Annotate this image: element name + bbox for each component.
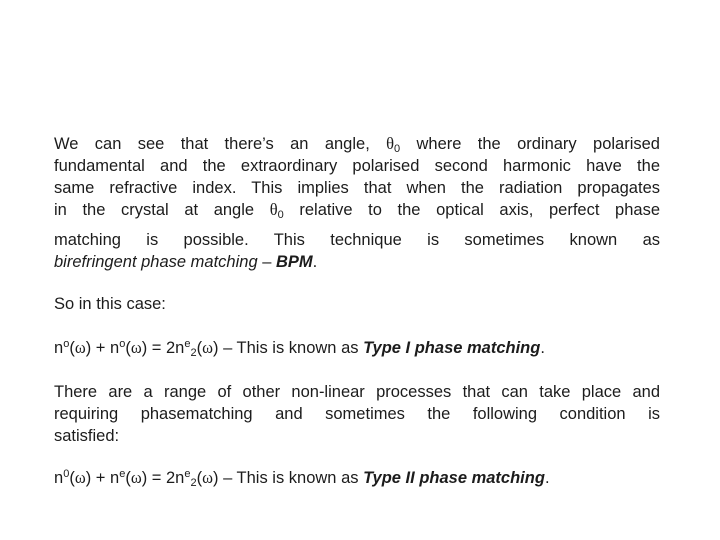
superscript-e: e — [119, 468, 126, 480]
paragraph-other-processes — [54, 381, 660, 447]
equals-two: = 2 — [147, 339, 176, 357]
paren: ) — [212, 469, 219, 487]
text-line — [54, 251, 660, 273]
text-segment: . — [312, 253, 318, 271]
text-segment: We can see that there’s an angle, — [54, 135, 387, 153]
equation-type-two — [54, 467, 660, 489]
paren: ( — [196, 339, 203, 357]
superscript-e: e — [184, 338, 191, 350]
text-segment: – — [257, 253, 276, 271]
text-segment: – This is known as — [218, 339, 364, 357]
omega-symbol: ω — [130, 338, 142, 357]
text-line: satisfied: — [54, 427, 120, 445]
text-segment: relative to the optical axis, perfect phase — [283, 201, 660, 219]
term-birefringent: birefringent phase matching — [54, 253, 258, 271]
symbol-n: n — [54, 339, 64, 357]
equation-type-one — [54, 337, 660, 359]
paragraph-bpm — [54, 229, 660, 273]
term-type-two: Type II phase matching — [363, 469, 545, 487]
subscript-zero: 0 — [277, 209, 284, 221]
text-line: There are a range of other non-linear processes that can take place and — [54, 383, 660, 401]
superscript-zero: 0 — [63, 468, 70, 480]
paren: ( — [125, 339, 131, 357]
paren: ) — [85, 339, 92, 357]
superscript-o: o — [63, 338, 70, 350]
paren: ) — [141, 339, 148, 357]
plus-sign: + — [91, 469, 110, 487]
symbol-n: n — [175, 339, 185, 357]
paragraph-so-in-this-case — [54, 293, 660, 315]
text-line: matching is possible. This technique is sometimes known as — [54, 231, 660, 249]
text-line: So in this case: — [54, 295, 166, 313]
equals-two: = 2 — [147, 469, 176, 487]
text-segment: – This is known as — [218, 469, 364, 487]
symbol-n: n — [110, 339, 120, 357]
paren: ) — [141, 469, 148, 487]
equation-line — [54, 467, 660, 489]
text-line — [54, 133, 660, 155]
paren: ) — [212, 339, 219, 357]
theta-symbol: θ — [386, 134, 395, 153]
superscript-o: o — [119, 338, 126, 350]
theta-symbol: θ — [269, 200, 278, 219]
omega-symbol: ω — [130, 468, 142, 487]
symbol-n: n — [54, 469, 64, 487]
paren: ( — [125, 469, 131, 487]
plus-sign: + — [91, 339, 110, 357]
superscript-e: e — [184, 468, 191, 480]
text-segment: where the ordinary polarised — [400, 135, 660, 153]
paren: ( — [69, 339, 75, 357]
subscript-zero: 0 — [394, 143, 401, 155]
equation-line — [54, 337, 660, 359]
text-line: requiring phasematching and sometimes the following condition is — [54, 405, 660, 423]
omega-symbol: ω — [202, 338, 213, 357]
subscript-two: 2 — [190, 347, 197, 359]
omega-symbol: ω — [202, 468, 213, 487]
subscript-two: 2 — [190, 477, 197, 489]
symbol-n: n — [110, 469, 120, 487]
text-line — [54, 199, 660, 221]
text-segment: . — [544, 469, 550, 487]
paren: ( — [196, 469, 203, 487]
paren: ( — [69, 469, 75, 487]
text-segment: in the crystal at angle — [54, 201, 270, 219]
symbol-n: n — [175, 469, 185, 487]
term-bpm: BPM — [275, 253, 313, 271]
paragraph-angle-description — [54, 133, 660, 221]
paren: ) — [85, 469, 92, 487]
text-line: fundamental and the extraordinary polarised second harmonic have the — [54, 157, 660, 175]
term-type-one: Type I phase matching — [363, 339, 541, 357]
text-line: same refractive index. This implies that when the radiation propagates — [54, 179, 660, 197]
omega-symbol: ω — [74, 468, 86, 487]
text-segment: . — [540, 339, 545, 357]
omega-symbol: ω — [74, 338, 86, 357]
